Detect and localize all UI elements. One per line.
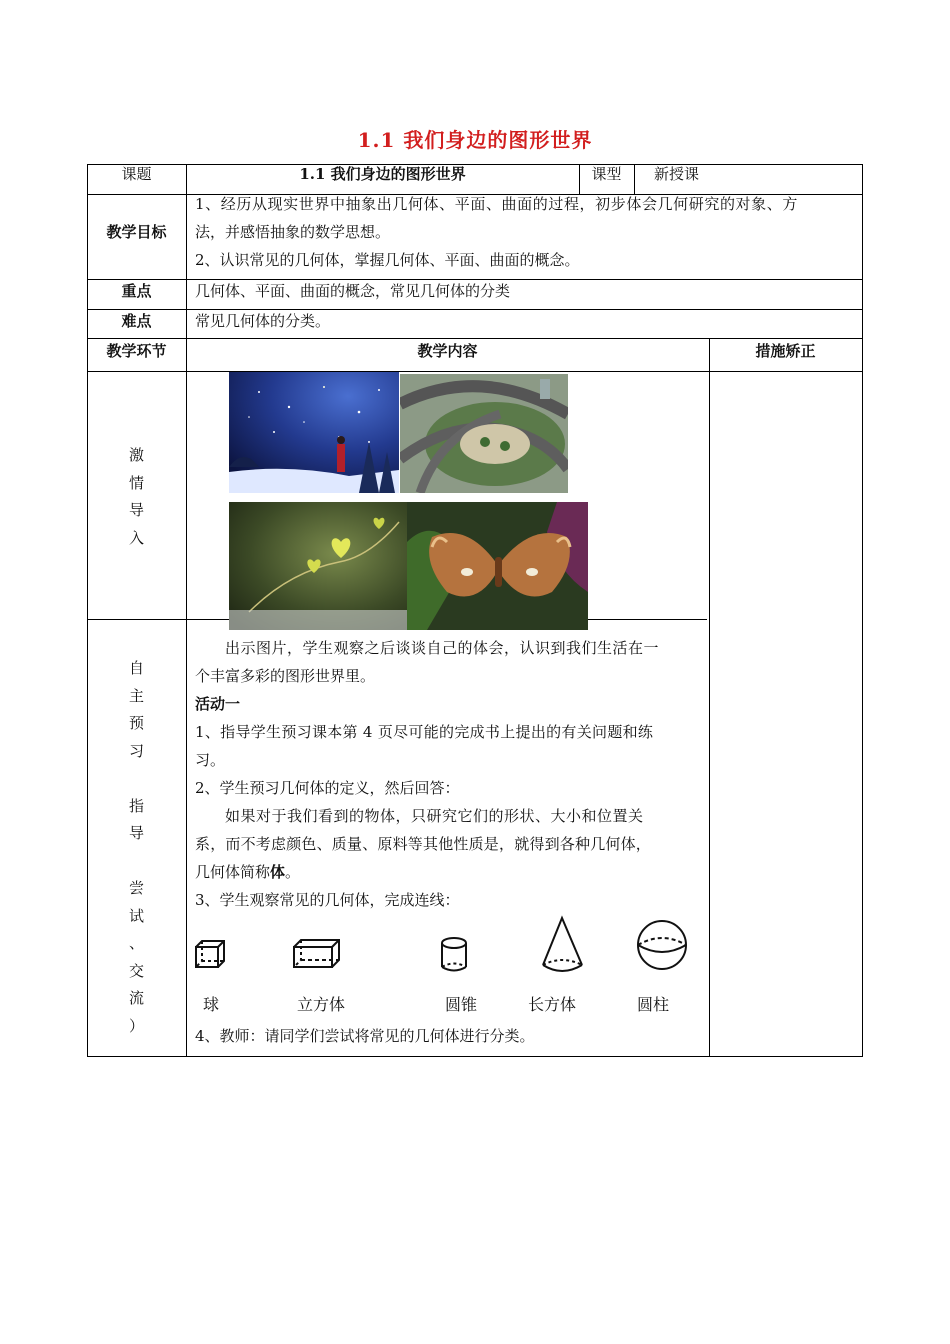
stage-spacer — [87, 848, 186, 876]
difficulty-label: 难点 — [121, 312, 152, 330]
shape-label: 圆锥 — [445, 995, 478, 1014]
stage-char: 指 — [128, 796, 144, 815]
objectives-line-3: 2、认识常见的几何体，掌握几何体、平面、曲面的概念。 — [195, 251, 580, 269]
definition-line-3 — [195, 858, 705, 886]
type-label: 课型 — [591, 165, 622, 183]
atlas-moth-photo — [407, 502, 588, 630]
stage-intro-label — [87, 442, 186, 552]
key-point-value: 几何体、平面、曲面的概念，常见几何体的分类 — [195, 282, 511, 300]
topic-label: 课题 — [121, 165, 152, 183]
objectives-line-2: 法，并感悟抽象的数学思想。 — [195, 223, 391, 241]
item-1-line-1: 1、指导学生预习课本第 4 页尽可能的完成书上提出的有关问题和练 — [195, 723, 654, 741]
cuboid-drawing-icon — [294, 940, 339, 967]
highway-interchange-photo — [400, 374, 568, 493]
definition-term: 体 — [270, 863, 286, 881]
stage-char: 导 — [128, 501, 144, 519]
definition-line-1: 如果对于我们看到的物体，只研究它们的形状、大小和位置关 — [225, 807, 644, 825]
column-stage: 教学环节 — [106, 342, 167, 360]
shape-label: 圆柱 — [637, 995, 670, 1014]
activity-title: 活动一 — [195, 695, 241, 713]
heart-vine-photo — [229, 502, 407, 630]
objectives-label: 教学目标 — [106, 223, 167, 241]
page-title: 1.1 我们身边的图形世界 — [357, 128, 593, 152]
stage-char: 情 — [128, 473, 144, 492]
stage-spacer — [87, 765, 186, 793]
definition-punct: 。 — [285, 863, 301, 881]
intro-line-2: 个丰富多彩的图形世界里。 — [195, 667, 376, 685]
key-point-label: 重点 — [121, 282, 152, 300]
sphere-drawing-icon — [638, 921, 686, 969]
stage-char: 自 — [128, 659, 144, 677]
stage-selfstudy-label — [87, 655, 186, 1040]
stage-char: 入 — [128, 528, 144, 547]
night-sky-photo — [229, 372, 399, 493]
stage-char: 导 — [128, 824, 144, 842]
topic-value: 1.1 我们身边的图形世界 — [299, 165, 466, 183]
stage-char: ） — [128, 1016, 144, 1035]
objectives-line-1: 1、经历从现实世界中抽象出几何体、平面、曲面的过程，初步体会几何研究的对象、方 — [195, 195, 798, 213]
shape-label: 长方体 — [528, 995, 577, 1014]
cylinder-drawing-icon — [442, 938, 466, 971]
shape-drawings — [190, 915, 700, 975]
difficulty-value: 常见几何体的分类。 — [195, 312, 331, 330]
cube-drawing-icon — [196, 941, 224, 967]
stage-char: 交 — [128, 961, 144, 980]
definition-text: 几何体简称 — [195, 863, 271, 881]
type-value: 新授课 — [654, 165, 700, 183]
shape-label: 球 — [203, 995, 220, 1014]
column-notes: 措施矫正 — [755, 342, 816, 360]
intro-line-1: 出示图片，学生观察之后谈谈自己的体会，认识到我们生活在一 — [225, 639, 660, 657]
stage-char: 激 — [128, 446, 144, 464]
stage-char: 习 — [128, 741, 144, 760]
item-3: 3、学生观察常见的几何体，完成连线： — [195, 891, 460, 909]
column-content: 教学内容 — [417, 342, 478, 360]
cone-drawing-icon — [543, 918, 582, 971]
stage-char: 尝 — [128, 879, 144, 897]
item-2: 2、学生预习几何体的定义，然后回答： — [195, 779, 460, 797]
definition-line-2: 系，而不考虑颜色、质量、原料等其他性质是，就得到各种几何体， — [195, 835, 652, 853]
item-1-line-2: 习。 — [195, 751, 226, 769]
stage-char: 预 — [128, 714, 144, 732]
shape-label: 立方体 — [297, 995, 346, 1014]
stage-char: 、 — [128, 934, 144, 952]
stage-char: 主 — [128, 686, 144, 705]
item-4: 4、教师：请同学们尝试将常见的几何体进行分类。 — [195, 1027, 535, 1045]
stage-char: 流 — [128, 989, 144, 1007]
stage-char: 试 — [128, 906, 144, 925]
